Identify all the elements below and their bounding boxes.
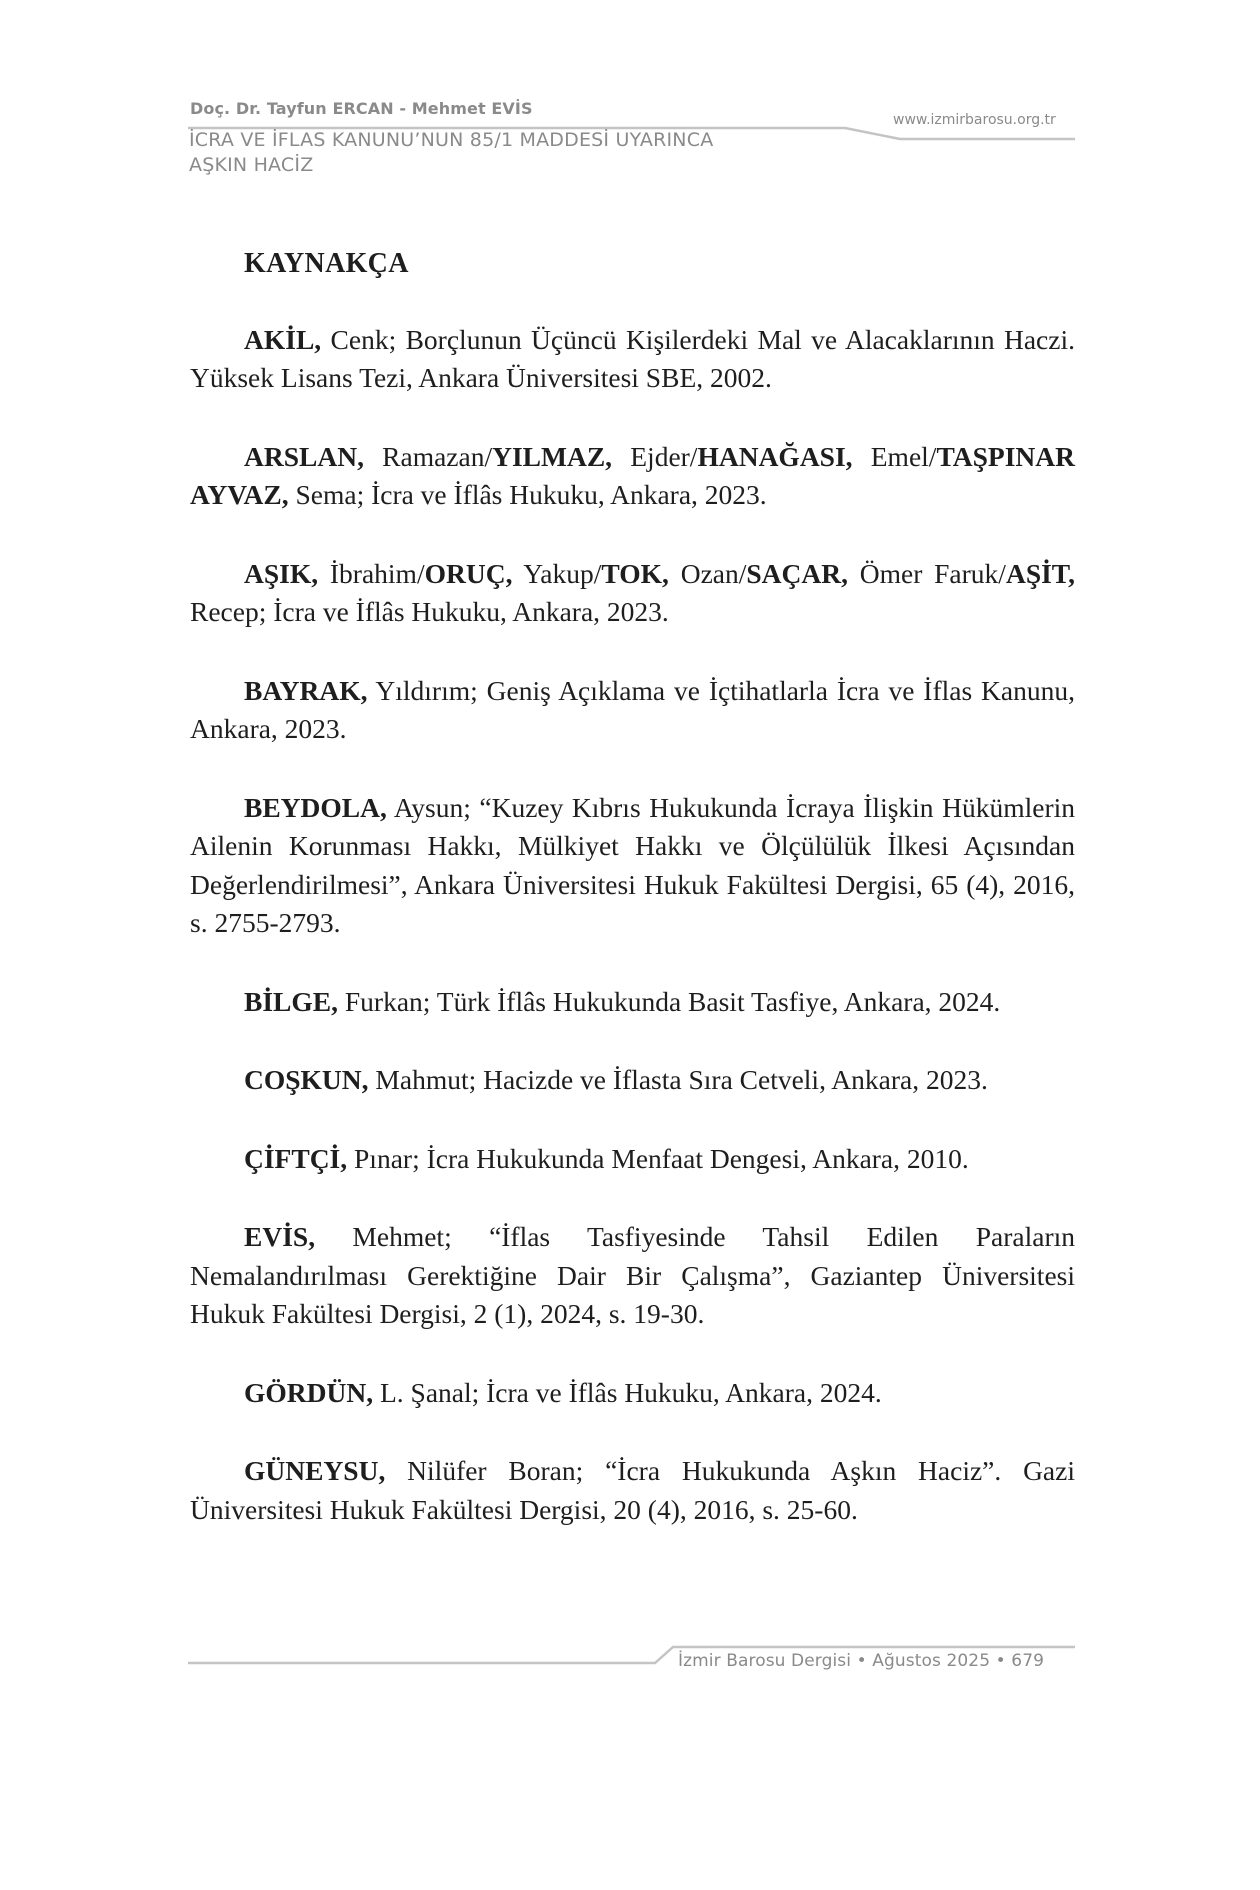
reference-author: YILMAZ, [492,440,613,472]
reference-entry [190,983,1075,1022]
reference-author: AKİL, [244,323,322,355]
reference-entry [190,555,1075,632]
reference-entry [190,1140,1075,1179]
reference-author: BEYDOLA, [244,791,387,823]
reference-entry [190,1374,1075,1413]
reference-text: Ömer Faruk/ [847,557,1006,589]
running-header-title [189,128,789,178]
reference-author: SAÇAR, [746,557,848,589]
running-header-authors: Doç. Dr. Tayfun ERCAN - Mehmet EVİS [190,99,533,118]
reference-text: Mahmut; Hacizde ve İflasta Sıra Cetveli, Ankara, 2023. [368,1064,988,1095]
bibliography-section [190,245,1075,1569]
footer-separator: • [995,1651,1006,1671]
reference-text: Yakup/ [512,557,602,589]
reference-entry [190,789,1075,943]
section-heading: KAYNAKÇA [244,248,409,279]
reference-text: L. Şanal; İcra ve İflâs Hukuku, Ankara, 2024. [373,1376,882,1408]
running-footer [678,1651,1044,1671]
reference-list [190,321,1075,1530]
reference-text: Yıldırım; Geniş Açıklama ve İçtihatlarla İcra ve İflas Kanunu, Ankara, 2023. [190,674,1075,744]
reference-text: Pınar; İcra Hukukunda Menfaat Dengesi, Ankara, 2010. [347,1142,969,1174]
reference-author: ARSLAN, [244,440,364,472]
reference-author: ORUÇ, [424,557,513,589]
reference-author: GÖRDÜN, [244,1376,374,1408]
reference-text: Aysun; “Kuzey Kıbrıs Hukukunda İcraya İlişkin Hükümlerin Ailenin Korunması Hakkı, Mülkiyet Hakkı ve Ölçülülük İlkesi Açısından Değerlendirilmesi”, Ankara Üniversitesi Hukuk Fakültesi Dergisi, 65 (4), 2016, s. 2755-2793. [190,791,1075,938]
running-header-title-line1: İCRA VE İFLAS KANUNU’NUN 85/1 MADDESİ UYARINCA [189,129,714,151]
footer-separator: • [856,1651,867,1671]
reference-text: Nilüfer Boran; “İcra Hukukunda Aşkın Haciz”. Gazi Üniversitesi Hukuk Fakültesi Dergisi, 20 (4), 2016, s. 25-60. [190,1455,1075,1525]
reference-text: Ozan/ [668,557,747,589]
reference-text: Cenk; Borçlunun Üçüncü Kişilerdeki Mal ve Alacaklarının Haczi. Yüksek Lisans Tezi, Ankara Üniversitesi SBE, 2002. [190,323,1075,393]
footer-page-number: 679 [1011,1651,1045,1671]
reference-author: EVİS, [244,1221,316,1252]
reference-author: ÇİFTÇİ, [244,1142,348,1174]
reference-author: BİLGE, [244,985,338,1017]
reference-text: Ejder/ [612,440,698,472]
reference-author: GÜNEYSU, [244,1455,386,1486]
running-header-title-line2: AŞKIN HACİZ [189,154,314,176]
reference-entry [190,1061,1075,1100]
reference-text: İbrahim/ [318,557,425,589]
reference-entry [190,1452,1075,1529]
reference-text: Furkan; Türk İflâs Hukukunda Basit Tasfiye, Ankara, 2024. [338,985,1001,1017]
reference-entry [190,321,1075,398]
reference-author: AŞİT, [1005,557,1075,589]
reference-entry [190,1218,1075,1334]
reference-author: HANAĞASI, [697,440,853,472]
footer-date: Ağustos 2025 [872,1651,991,1671]
reference-entry [190,672,1075,749]
footer-journal: İzmir Barosu Dergisi [678,1651,852,1671]
reference-text: Mehmet; “İflas Tasfiyesinde Tahsil Edilen Paraların Nemalandırılması Gerektiğine Dair Bir Çalışma”, Gaziantep Üniversitesi Hukuk Fakültesi Dergisi, 2 (1), 2024, s. 19-30. [190,1221,1075,1329]
reference-author: BAYRAK, [244,674,368,706]
reference-author: TOK, [601,557,669,589]
reference-author: TAŞPINAR AYVAZ, [190,440,1075,510]
reference-entry [190,438,1075,515]
reference-text: Emel/ [852,440,937,472]
reference-text: Ramazan/ [363,440,493,472]
reference-text: Recep; İcra ve İflâs Hukuku, Ankara, 2023. [190,596,669,627]
reference-author: AŞIK, [244,557,319,589]
reference-author: COŞKUN, [244,1064,369,1095]
reference-text: Sema; İcra ve İflâs Hukuku, Ankara, 2023. [288,479,767,510]
website-url[interactable]: www.izmirbarosu.org.tr [893,112,1056,128]
